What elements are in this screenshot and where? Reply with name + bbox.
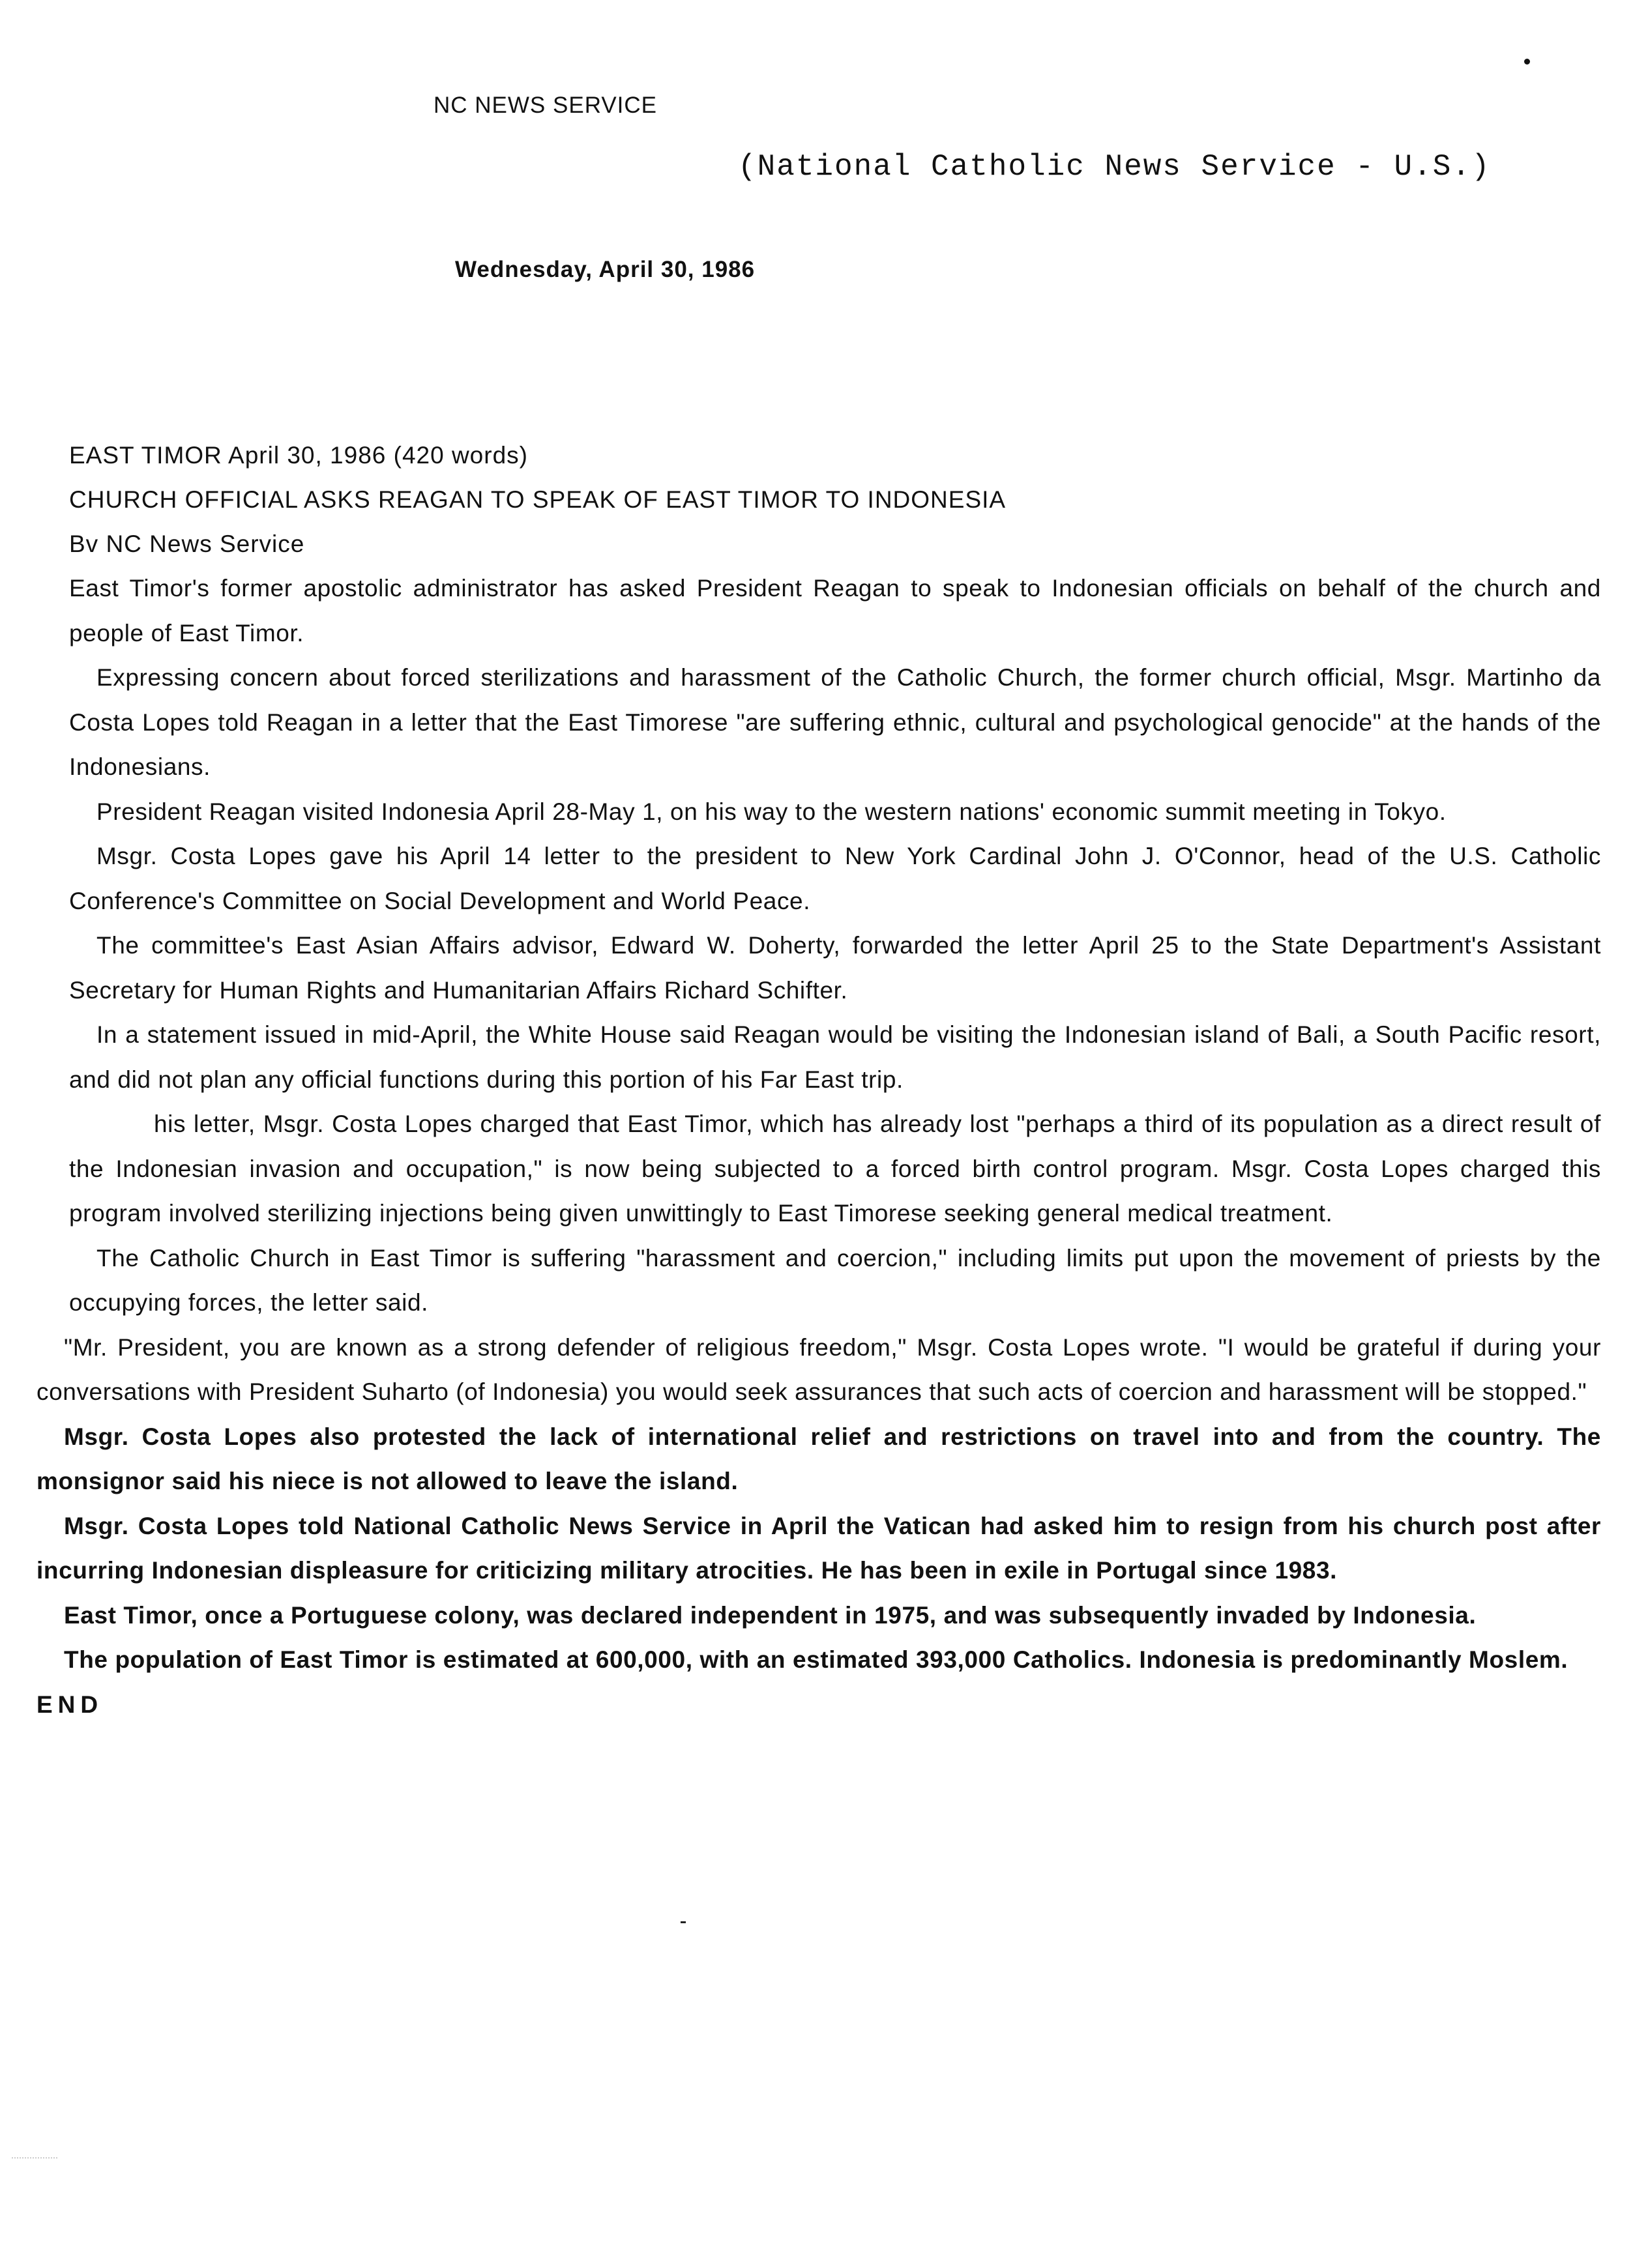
story-paragraph: Msgr. Costa Lopes also protested the lack of international relief and restrictions on travel into and from the country. The monsignor said his niece is not allowed to leave the island. [37,1423,1601,1494]
story-paragraph: Expressing concern about forced sterilizations and harassment of the Catholic Church, the former church official, Msgr. Martinho da Costa Lopes told Reagan in a letter that the East Timorese "are suffering ethnic, cultural and psychological genocide" at the hands of the Indonesians. [69,664,1601,780]
news-service-name: NC NEWS SERVICE [434,93,658,118]
story-paragraph: The Catholic Church in East Timor is suffering "harassment and coercion," including limits put upon the movement of priests by the occupying forces, the letter said. [69,1244,1601,1316]
story-paragraph: The population of East Timor is estimated at 600,000, with an estimated 393,000 Catholics. Indonesia is predominantly Moslem. [64,1646,1568,1673]
story-paragraph: The committee's East Asian Affairs advisor, Edward W. Doherty, forwarded the letter April 25 to the State Department's Assistant Secretary for Human Rights and Humanitarian Affairs Richard Schifter. [69,932,1601,1004]
story-paragraph: East Timor's former apostolic administrator has asked President Reagan to speak to Indonesian officials on behalf of the church and people of East Timor. [69,575,1601,647]
story-end-mark: END [37,1691,104,1718]
story-headline: CHURCH OFFICIAL ASKS REAGAN TO SPEAK OF EAST TIMOR TO INDONESIA [69,486,1007,513]
story-paragraph: In a statement issued in mid-April, the White House said Reagan would be visiting the Indonesian island of Bali, a South Pacific resort, and did not plan any official functions during this portion of his Far East trip. [69,1021,1601,1093]
story-paragraph: Msgr. Costa Lopes gave his April 14 letter to the president to New York Cardinal John J. O'Connor, head of the U.S. Catholic Conference's Committee on Social Development and World Peace. [69,843,1601,914]
story-paragraph: President Reagan visited Indonesia April 28-May 1, on his way to the western nations' economic summit meeting in Tokyo. [96,798,1447,825]
news-story [37,433,1601,1727]
story-byline: Bv NC News Service [69,531,305,557]
ink-speck [681,1921,686,1923]
scan-artifact [12,2157,57,2159]
story-slug: EAST TIMOR April 30, 1986 (420 words) [69,442,528,469]
page-date: Wednesday, April 30, 1986 [455,257,756,282]
story-paragraph: his letter, Msgr. Costa Lopes charged that East Timor, which has already lost "perhaps a third of its population as a direct result of the Indonesian invasion and occupation," is now being subjected to a forced birth control program. Msgr. Costa Lopes charged this program involved sterilizing injections being given unwittingly to East Timorese seeking general medical treatment. [69,1111,1601,1227]
story-paragraph: Msgr. Costa Lopes told National Catholic News Service in April the Vatican had asked him to resign from his church post after incurring Indonesian displeasure for criticizing military atrocities. He has been in exile in Portugal since 1983. [37,1512,1601,1584]
news-service-full-name: (National Catholic News Service - U.S.) [738,150,1491,184]
ink-dot [1524,59,1530,65]
story-bold-block [37,1415,1601,1727]
story-paragraph: East Timor, once a Portuguese colony, was declared independent in 1975, and was subsequently invaded by Indonesia. [64,1601,1477,1629]
story-paragraph: "Mr. President, you are known as a strong defender of religious freedom," Msgr. Costa Lopes wrote. "I would be grateful if during your conversations with President Suharto (of Indonesia) you would seek assurances that such acts of coercion and harassment will be stopped." [37,1333,1601,1405]
